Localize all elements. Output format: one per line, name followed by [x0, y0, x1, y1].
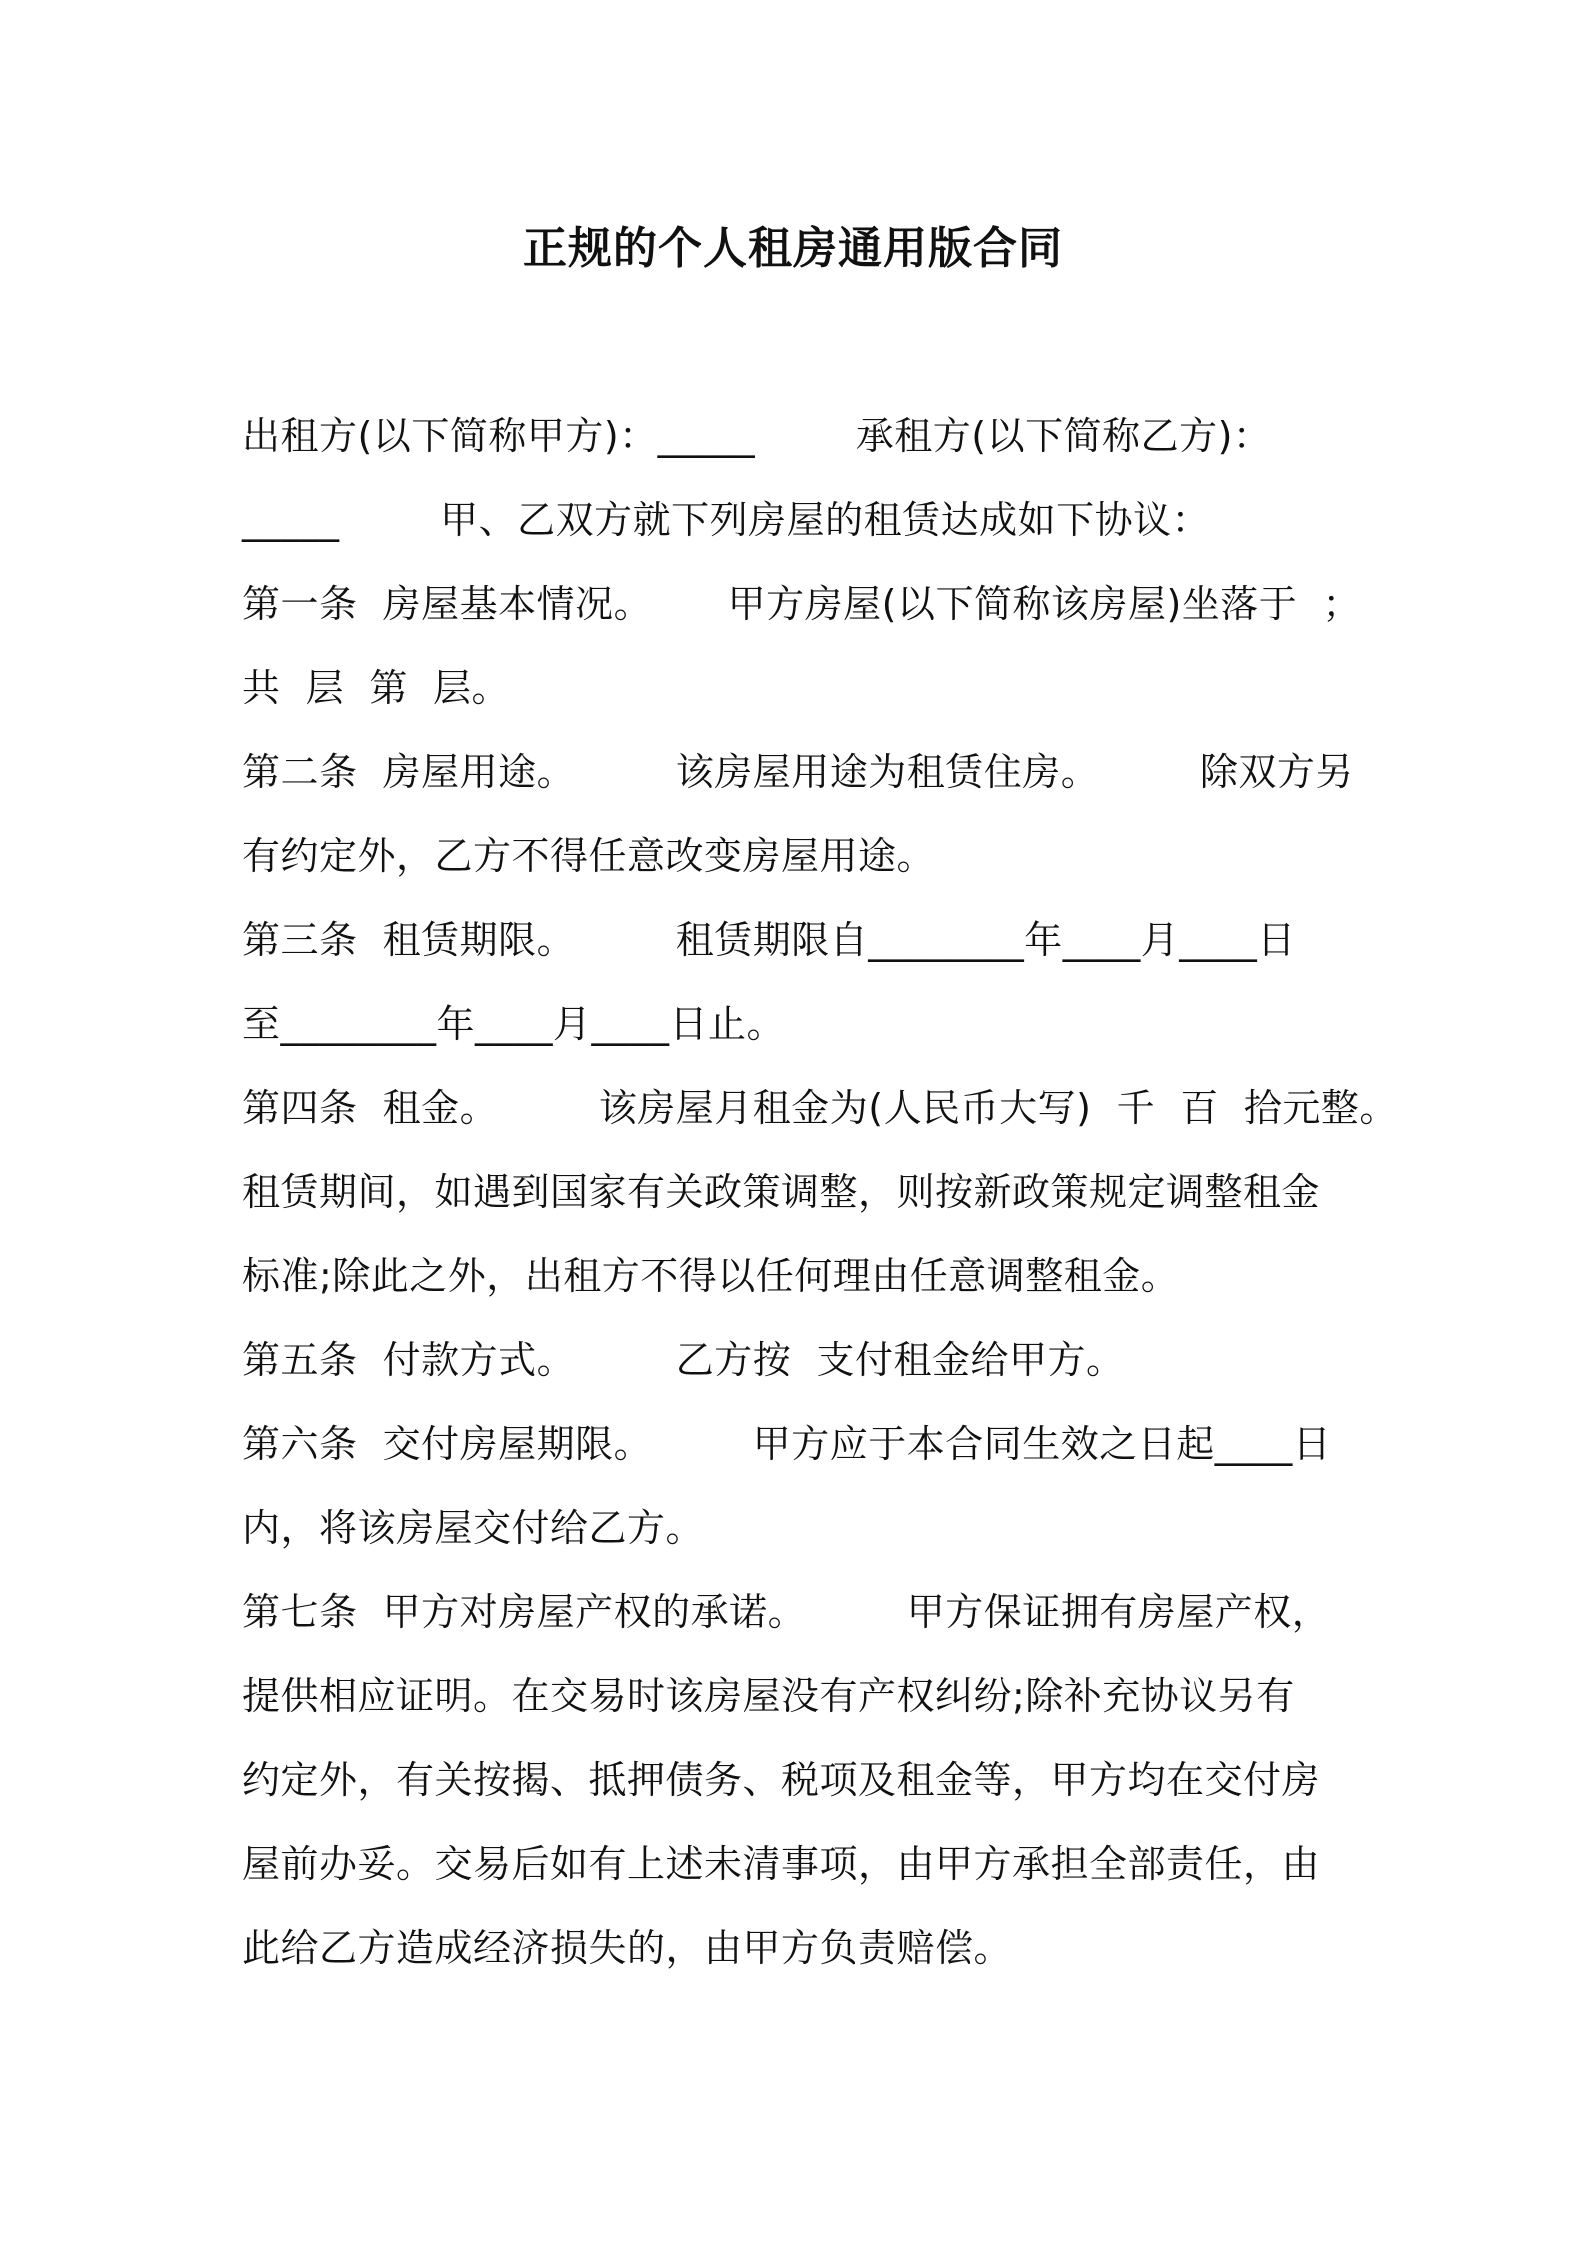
- contract-line: 第三条 租赁期限。 租赁期限自________年____月____日: [242, 918, 1296, 962]
- contract-line: 此给乙方造成经济损失的，由甲方负责赔偿。: [242, 1926, 1013, 1970]
- contract-line: 第五条 付款方式。 乙方按 支付租金给甲方。: [242, 1338, 1125, 1382]
- contract-line: 至________年____月____日止。: [242, 1002, 786, 1046]
- contract-line: _____ 甲、乙双方就下列房屋的租赁达成如下协议：: [242, 498, 1211, 542]
- contract-line: 租赁期间，如遇到国家有关政策调整，则按新政策规定调整租金: [242, 1170, 1321, 1214]
- contract-line: 第二条 房屋用途。 该房屋用途为租赁住房。 除双方另: [242, 750, 1354, 794]
- contract-line: 第一条 房屋基本情况。 甲方房屋(以下简称该房屋)坐落于 ；: [242, 582, 1361, 626]
- contract-line: 提供相应证明。在交易时该房屋没有产权纠纷;除补充协议另有: [242, 1674, 1295, 1718]
- contract-line: 共 层 第 层。: [242, 666, 510, 710]
- contract-line: 屋前办妥。交易后如有上述未清事项，由甲方承担全部责任，由: [242, 1842, 1321, 1886]
- document-title: 正规的个人租房通用版合同: [523, 223, 1063, 274]
- contract-line: 第六条 交付房屋期限。 甲方应于本合同生效之日起____日: [242, 1422, 1332, 1466]
- contract-line: 有约定外，乙方不得任意改变房屋用途。: [242, 834, 936, 878]
- contract-line: 约定外，有关按揭、抵押债务、税项及租金等，甲方均在交付房: [242, 1758, 1321, 1802]
- contract-line: 第四条 租金。 该房屋月租金为(人民币大写) 千 百 拾元整。: [242, 1086, 1398, 1130]
- contract-line: 内，将该房屋交付给乙方。: [242, 1506, 705, 1550]
- contract-line: 出租方(以下简称甲方)：_____ 承租方(以下简称乙方)：: [242, 414, 1272, 458]
- contract-line: 标准;除此之外，出租方不得以任何理由任意调整租金。: [242, 1254, 1180, 1298]
- contract-line: 第七条 甲方对房屋产权的承诺。 甲方保证拥有房屋产权，: [242, 1590, 1331, 1634]
